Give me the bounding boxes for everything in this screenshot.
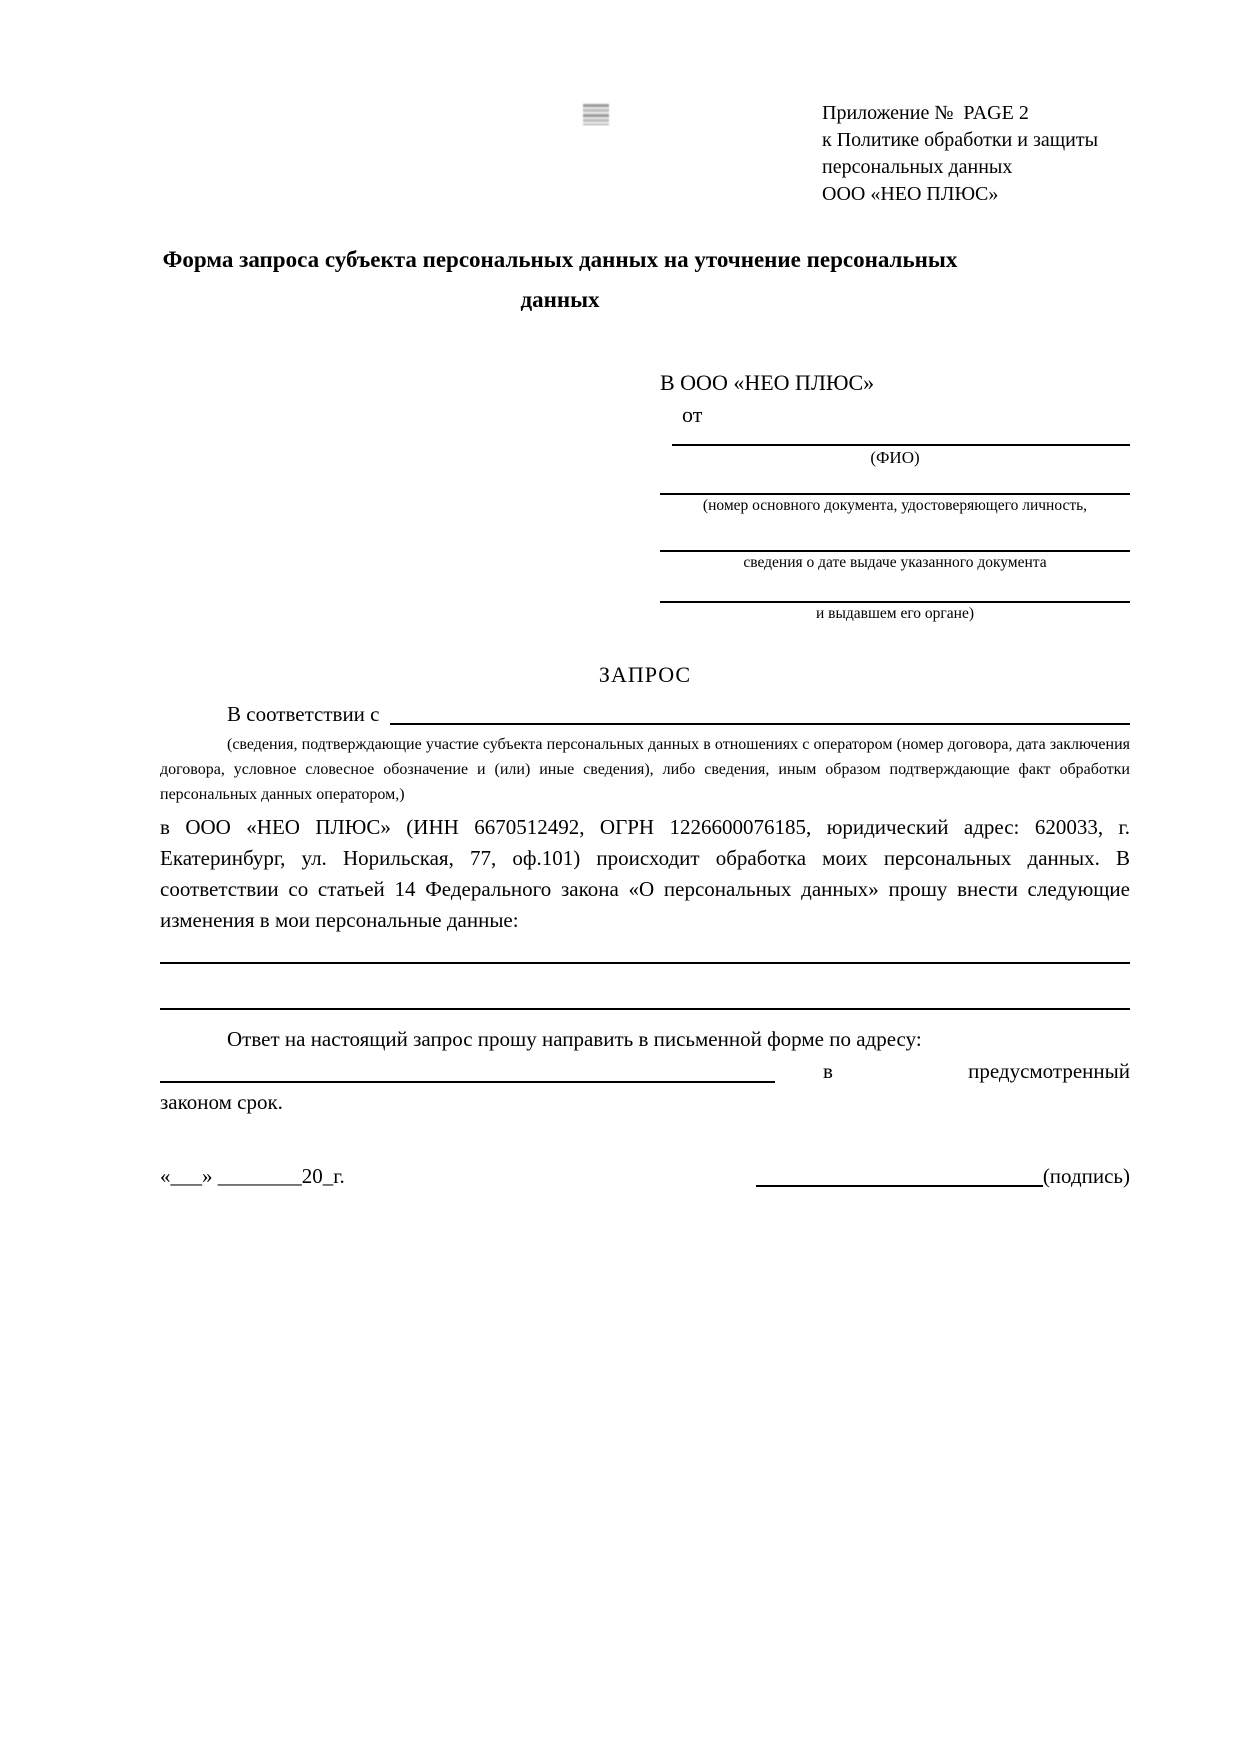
document-content — [160, 0, 1130, 1191]
document-number-caption: (номер основного документа, удостоверяющего личность, — [702, 497, 1088, 514]
footnote-text: (сведения, подтверждающие участие субъекта персональных данных в отношениях с оператором (номер договора, дата заключения договора, условное словесное обозначение и (или) иные сведения), либо сведения, иным образом подтверждающие факт обработки персональных данных оператором,) — [160, 736, 1130, 803]
response-tail-word-1: в — [823, 1059, 833, 1083]
addressee-to: В ООО «НЕО ПЛЮС» — [660, 370, 875, 395]
response-address-row — [160, 1056, 1130, 1087]
date-signature-row — [160, 1162, 1130, 1191]
response-tail-continuation: законом срок. — [160, 1090, 283, 1114]
addressee-block — [660, 370, 1130, 624]
basis-intro-text: В соответствии с — [227, 702, 380, 726]
request-heading: ЗАПРОС — [598, 662, 692, 687]
appendix-note-line: Приложение № PAGE 2 — [822, 102, 1029, 124]
issuing-authority-caption: и выдавшем его органе) — [815, 605, 975, 622]
appendix-note-line: к Политике обработки и защиты — [822, 129, 1099, 151]
fio-caption: (ФИО) — [870, 448, 920, 467]
changes-field-line-1[interactable] — [160, 936, 1130, 964]
from-label: от — [682, 402, 703, 427]
changes-field-line-2[interactable] — [160, 964, 1130, 1010]
issuing-authority-field-line[interactable] — [660, 573, 1130, 603]
fio-field-line[interactable] — [672, 428, 1130, 446]
form-title: Форма запроса субъекта персональных данных на уточнение персональных данных — [162, 247, 958, 312]
basis-row — [160, 700, 1130, 729]
basis-field-line[interactable] — [390, 723, 1131, 725]
issue-date-caption: сведения о дате выдаче указанного документа — [743, 554, 1047, 571]
appendix-note-line: ООО «НЕО ПЛЮС» — [822, 183, 999, 205]
response-tail-word-2: предусмотренный — [968, 1059, 1130, 1083]
date-blank-line[interactable]: «___» ________20_г. — [160, 1164, 345, 1188]
signature-field-line[interactable] — [756, 1185, 1043, 1187]
signature-caption: (подпись) — [1042, 1164, 1130, 1188]
issue-date-field-line[interactable] — [660, 516, 1130, 552]
appendix-note-line: персональных данных — [822, 156, 1013, 178]
address-field-line[interactable] — [160, 1081, 775, 1083]
document-number-field-line[interactable] — [660, 469, 1130, 495]
response-request-text: Ответ на настоящий запрос прошу направить в письменной форме по адресу: — [227, 1027, 922, 1051]
signature-group — [756, 1162, 1130, 1191]
request-body-text: в ООО «НЕО ПЛЮС» (ИНН 6670512492, ОГРН 1226600076185, юридический адрес: 620033, г. Екатеринбург, ул. Норильская, 77, оф.101) происходит обработка моих персональных данных. В соответствии со статьей 14 Федерального закона «О персональных данных» прошу внести следующие изменения в мои персональные данные: — [160, 815, 1130, 932]
